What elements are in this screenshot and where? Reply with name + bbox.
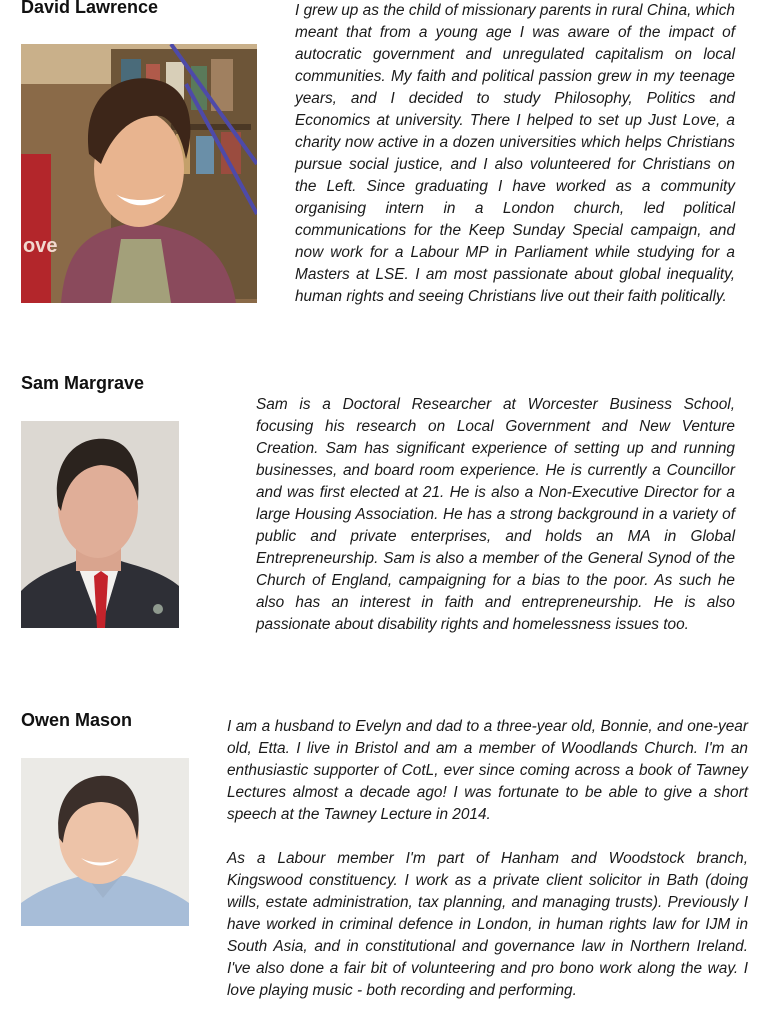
- profile-bio: [256, 394, 735, 636]
- portrait-photo-icon: [21, 758, 189, 926]
- profile-bio: [295, 0, 735, 308]
- profile-name: Sam Margrave: [21, 373, 145, 393]
- profile-name: David Lawrence: [21, 0, 159, 17]
- profile-bio: [227, 716, 748, 1002]
- bio-paragraph: Sam is a Doctoral Researcher at Worcester Business School, focusing his research on Local Government and New Venture Creation. Sam has significant experience of setting up and running businesses, and board room experience. He is currently a Councillor and was first elected at 21. He is also a Non-Executive Director for a large Housing Association. He has a strong background in a variety of public and private enterprises, and holds an MA in Global Entrepreneurship. Sam is also a member of the General Synod of the Church of England, campaigning for a bias to the poor. As such he also has an interest in faith and entrepreneurship. He is also passionate about disability rights and homelessness issues too.: [256, 396, 735, 633]
- bio-paragraph: As a Labour member I'm part of Hanham and Woodstock branch, Kingswood constituency. I work as a private client solicitor in Bath (doing wills, estate administration, tax planning, and managing trusts). Previously I have worked in criminal defence in London, in human rights law for IJM in South Asia, and in constitutional and governance law in Northern Ireland. I've also done a fair bit of volunteering and pro bono work along the way. I love playing music - both recording and performing.: [227, 850, 748, 999]
- book-cover-text: ove: [23, 235, 58, 257]
- portrait-photo-icon: [21, 44, 257, 303]
- profile-name: Owen Mason: [21, 710, 133, 730]
- bio-paragraph: I grew up as the child of missionary parents in rural China, which meant that from a young age I was aware of the impact of autocratic government and unregulated capitalism on local communities. My faith and political passion grew in my teenage years, and I decided to study Philosophy, Politics and Economics at university. There I helped to set up Just Love, a charity now active in a dozen universities which helps Christians pursue social justice, and I also volunteered for Christians on the Left. Since graduating I have worked as a community organising intern in a London church, led political communications for the Keep Sunday Special campaign, and now work for a Labour MP in Parliament while studying for a Masters at LSE. I am most passionate about global inequality, human rights and seeing Christians live out their faith politically.: [295, 2, 735, 305]
- portrait-photo-icon: [21, 421, 179, 628]
- bio-paragraph: I am a husband to Evelyn and dad to a three-year old, Bonnie, and one-year old, Etta. I live in Bristol and am a member of Woodlands Church. I'm an enthusiastic supporter of CotL, ever since coming across a book of Tawney Lectures almost a decade ago! I was fortunate to be able to give a short speech at the Tawney Lecture in 2014.: [227, 718, 748, 823]
